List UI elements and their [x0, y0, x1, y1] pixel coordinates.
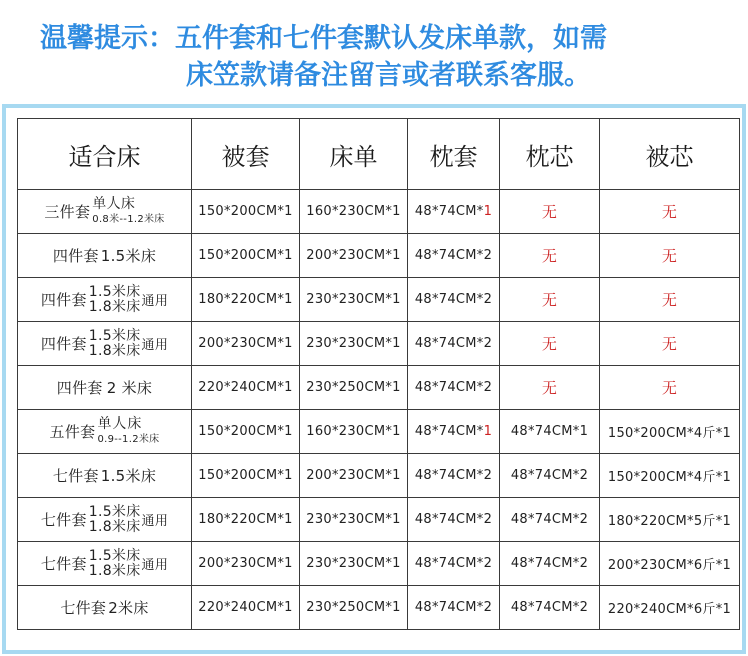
- pillowcase-cell: [408, 190, 500, 234]
- bed-size-wrap: [41, 505, 168, 535]
- pillowcase-qty: 1: [483, 204, 493, 219]
- duvet-cover-cell: 180*220CM*1: [192, 498, 300, 542]
- pillowcase-size: 48*74CM*: [414, 468, 484, 483]
- set-name: 四件套: [56, 379, 103, 397]
- duvet-cover-cell: 220*240CM*1: [192, 366, 300, 410]
- pillowcase-cell: [408, 542, 500, 586]
- bed-size-option: 1.8米床: [88, 298, 141, 315]
- pillowcase-size: 48*74CM*: [414, 556, 484, 571]
- pillowcase-cell: [408, 234, 500, 278]
- pillow-cell: 48*74CM*2: [500, 498, 600, 542]
- bed-size-pair: [89, 549, 141, 579]
- bed-size-wrap: [44, 197, 164, 227]
- header-pillowcase: 枕套: [408, 119, 500, 190]
- set-name: 七件套: [40, 555, 87, 573]
- bed-size-pair: [89, 329, 141, 359]
- bed-size-text: 2米床: [108, 599, 149, 617]
- pillowcase-cell: [408, 454, 500, 498]
- table-row: [18, 498, 740, 542]
- pillow-cell: 48*74CM*2: [500, 586, 600, 630]
- header-sheet: 床单: [300, 119, 408, 190]
- bed-size-wrap: [57, 377, 152, 398]
- pillowcase-qty: 2: [483, 512, 493, 527]
- bed-size-option: 1.5米床: [88, 327, 141, 344]
- quilt-cell: 无: [600, 278, 740, 322]
- duvet-cover-cell: 180*220CM*1: [192, 278, 300, 322]
- pillow-cell: 无: [500, 278, 600, 322]
- pillowcase-size: 48*74CM*: [414, 600, 484, 615]
- bed-size-text: 1.5米床: [100, 247, 157, 265]
- duvet-cover-cell: 150*200CM*1: [192, 190, 300, 234]
- quilt-cell: 无: [600, 322, 740, 366]
- bed-size-pair: [89, 505, 141, 535]
- bed-size-range: 0.8米--1.2米床: [92, 213, 165, 225]
- header-quilt: 被芯: [600, 119, 740, 190]
- sheet-cell: 200*230CM*1: [300, 454, 408, 498]
- pillow-cell: 48*74CM*2: [500, 542, 600, 586]
- pillowcase-size: 48*74CM*: [414, 512, 484, 527]
- quilt-cell: 150*200CM*4斤*1: [600, 410, 740, 454]
- bed-size-wrap: [53, 465, 156, 486]
- table-row: [18, 586, 740, 630]
- pillowcase-cell: [408, 410, 500, 454]
- bed-size-option: 1.8米床: [88, 562, 141, 579]
- quilt-cell: 无: [600, 190, 740, 234]
- header-pillow: 枕芯: [500, 119, 600, 190]
- duvet-cover-cell: 220*240CM*1: [192, 586, 300, 630]
- set-name: 七件套: [52, 467, 99, 485]
- sheet-cell: 230*230CM*1: [300, 498, 408, 542]
- bed-size-cell: [18, 410, 192, 454]
- sheet-cell: 160*230CM*1: [300, 410, 408, 454]
- bed-size-option: 1.8米床: [88, 518, 141, 535]
- bed-size-primary: 单人床: [92, 195, 136, 212]
- pillow-cell: 无: [500, 322, 600, 366]
- pillowcase-cell: [408, 586, 500, 630]
- bed-size-cell: [18, 454, 192, 498]
- header-bed: 适合床: [18, 119, 192, 190]
- table-row: [18, 322, 740, 366]
- duvet-cover-cell: 200*230CM*1: [192, 542, 300, 586]
- pillowcase-qty: 2: [483, 292, 493, 307]
- bed-size-cell: [18, 234, 192, 278]
- pillowcase-qty: 2: [483, 600, 493, 615]
- set-name: 三件套: [44, 203, 91, 221]
- table-row: [18, 366, 740, 410]
- pillowcase-size: 48*74CM*: [414, 424, 484, 439]
- sheet-cell: 230*230CM*1: [300, 322, 408, 366]
- notice-banner: [0, 0, 748, 100]
- table-header-row: [18, 119, 740, 190]
- table-row: [18, 542, 740, 586]
- bed-size-primary: 单人床: [97, 415, 143, 432]
- pillow-cell: 无: [500, 234, 600, 278]
- bed-size-wrap: [60, 597, 148, 618]
- bed-size-universal: 通用: [141, 338, 169, 353]
- table-row: [18, 190, 740, 234]
- bed-size-stack: [97, 417, 159, 447]
- notice-line-2: 床笠款请备注留言或者联系客服。: [186, 60, 591, 91]
- bed-size-cell: [18, 542, 192, 586]
- bed-size-wrap: [50, 417, 160, 447]
- duvet-cover-cell: 150*200CM*1: [192, 410, 300, 454]
- bed-size-universal: 通用: [141, 558, 169, 573]
- table-row: [18, 278, 740, 322]
- bed-size-wrap: [41, 285, 168, 315]
- sheet-cell: 230*250CM*1: [300, 586, 408, 630]
- pillowcase-qty: 2: [483, 380, 493, 395]
- pillowcase-cell: [408, 366, 500, 410]
- pillowcase-cell: [408, 498, 500, 542]
- table-row: [18, 410, 740, 454]
- pillowcase-size: 48*74CM*: [414, 292, 484, 307]
- bed-size-wrap: [53, 245, 156, 266]
- bed-size-option: 1.5米床: [88, 283, 141, 300]
- pillow-cell: 无: [500, 366, 600, 410]
- set-name: 四件套: [52, 247, 99, 265]
- bed-size-cell: [18, 278, 192, 322]
- spec-table-frame: [2, 104, 746, 654]
- bed-size-option: 1.5米床: [88, 547, 141, 564]
- sheet-cell: 160*230CM*1: [300, 190, 408, 234]
- table-row: [18, 234, 740, 278]
- quilt-cell: 150*200CM*4斤*1: [600, 454, 740, 498]
- bed-size-text: 1.5米床: [100, 467, 157, 485]
- bed-size-universal: 通用: [141, 294, 169, 309]
- pillowcase-cell: [408, 322, 500, 366]
- pillowcase-size: 48*74CM*: [414, 204, 484, 219]
- pillowcase-size: 48*74CM*: [414, 248, 484, 263]
- sheet-cell: 230*230CM*1: [300, 542, 408, 586]
- pillow-cell: 48*74CM*1: [500, 410, 600, 454]
- bed-size-range: 0.9--1.2米床: [97, 433, 160, 445]
- pillowcase-qty: 2: [483, 556, 493, 571]
- pillow-cell: 48*74CM*2: [500, 454, 600, 498]
- sheet-cell: 200*230CM*1: [300, 234, 408, 278]
- bed-size-cell: [18, 190, 192, 234]
- pillowcase-qty: 1: [483, 424, 493, 439]
- sheet-cell: 230*250CM*1: [300, 366, 408, 410]
- duvet-cover-cell: 150*200CM*1: [192, 454, 300, 498]
- pillowcase-qty: 2: [483, 248, 493, 263]
- table-row: [18, 454, 740, 498]
- pillowcase-size: 48*74CM*: [414, 380, 484, 395]
- pillowcase-qty: 2: [483, 468, 493, 483]
- bed-size-stack: [92, 197, 164, 227]
- pillow-cell: 无: [500, 190, 600, 234]
- quilt-cell: 220*240CM*6斤*1: [600, 586, 740, 630]
- pillowcase-size: 48*74CM*: [414, 336, 484, 351]
- bed-size-cell: [18, 586, 192, 630]
- set-name: 五件套: [49, 423, 96, 441]
- bed-size-option: 1.8米床: [88, 342, 141, 359]
- bed-size-cell: [18, 322, 192, 366]
- set-name: 四件套: [40, 291, 87, 309]
- pillowcase-qty: 2: [483, 336, 493, 351]
- quilt-cell: 180*220CM*5斤*1: [600, 498, 740, 542]
- bed-size-cell: [18, 366, 192, 410]
- bed-size-option: 1.5米床: [88, 503, 141, 520]
- bed-size-pair: [89, 285, 141, 315]
- quilt-cell: 200*230CM*6斤*1: [600, 542, 740, 586]
- bed-size-wrap: [41, 329, 168, 359]
- bed-size-cell: [18, 498, 192, 542]
- bed-size-text: 2 米床: [106, 379, 153, 397]
- set-name: 四件套: [40, 335, 87, 353]
- sheet-cell: 230*230CM*1: [300, 278, 408, 322]
- set-name: 七件套: [60, 599, 107, 617]
- bed-size-universal: 通用: [141, 514, 169, 529]
- pillowcase-cell: [408, 278, 500, 322]
- duvet-cover-cell: 200*230CM*1: [192, 322, 300, 366]
- notice-line-1: 温馨提示：五件套和七件套默认发床单款，如需: [40, 23, 607, 54]
- duvet-cover-cell: 150*200CM*1: [192, 234, 300, 278]
- size-spec-table: [17, 118, 740, 630]
- quilt-cell: 无: [600, 366, 740, 410]
- bed-size-wrap: [41, 549, 168, 579]
- header-duvet-cover: 被套: [192, 119, 300, 190]
- quilt-cell: 无: [600, 234, 740, 278]
- set-name: 七件套: [40, 511, 87, 529]
